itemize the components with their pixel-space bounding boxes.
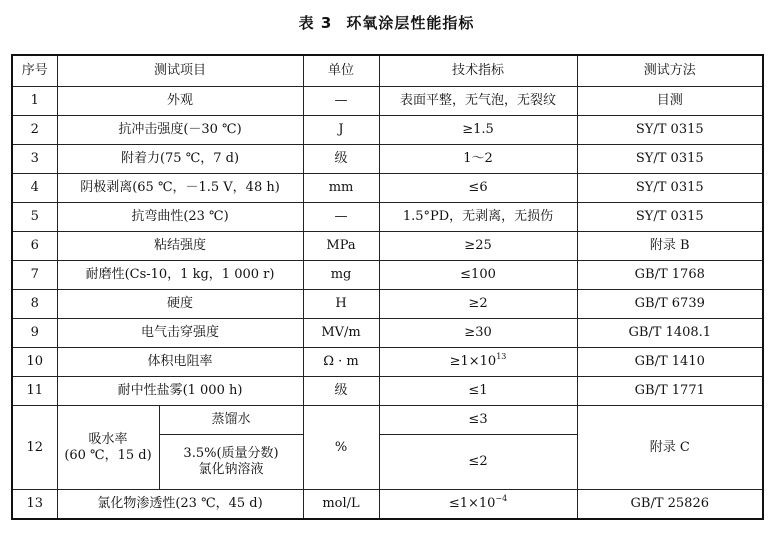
- row-method: SY/T 0315: [577, 116, 763, 145]
- header-spec: 技术指标: [379, 55, 577, 87]
- row-item: 耐磨性(Cs-10，1 kg，1 000 r): [57, 261, 303, 290]
- row-method: GB/T 6739: [577, 290, 763, 319]
- row-unit: 级: [303, 377, 379, 406]
- row-item: 抗弯曲性(23 ℃): [57, 203, 303, 232]
- row-spec: ≤100: [379, 261, 577, 290]
- table-row: [12, 203, 763, 232]
- row-spec: ≤1: [379, 377, 577, 406]
- row-no: 6: [12, 232, 57, 261]
- row-unit: —: [303, 203, 379, 232]
- row-spec: ≤6: [379, 174, 577, 203]
- row-spec: ≥30: [379, 319, 577, 348]
- sub-spec: ≤3: [379, 406, 577, 435]
- row-item: 体积电阻率: [57, 348, 303, 377]
- row-item: 粘结强度: [57, 232, 303, 261]
- row-unit: H: [303, 290, 379, 319]
- row-no: 13: [12, 490, 57, 520]
- row-method: GB/T 1408.1: [577, 319, 763, 348]
- row-unit: 级: [303, 145, 379, 174]
- spec-base: ≤1×10: [448, 496, 496, 511]
- row-method: GB/T 25826: [577, 490, 763, 520]
- row-no: 2: [12, 116, 57, 145]
- table-row: [12, 406, 763, 435]
- table-caption: 环氧涂层性能指标: [346, 14, 475, 32]
- row-unit: Ω · m: [303, 348, 379, 377]
- spec-exponent: −4: [495, 494, 508, 503]
- spec-exponent: 13: [496, 352, 507, 361]
- row-item: 电气击穿强度: [57, 319, 303, 348]
- row-method: SY/T 0315: [577, 174, 763, 203]
- row-unit: MV/m: [303, 319, 379, 348]
- row-method: GB/T 1410: [577, 348, 763, 377]
- medium-line-1: 3.5%(质量分数): [183, 446, 279, 461]
- row-spec: ≥2: [379, 290, 577, 319]
- sub-spec: ≤2: [379, 435, 577, 490]
- row-no: 3: [12, 145, 57, 174]
- table-row: [12, 116, 763, 145]
- table-row: [12, 490, 763, 520]
- row-no: 7: [12, 261, 57, 290]
- row-spec: 1.5°PD，无剥离，无损伤: [379, 203, 577, 232]
- row-no: 10: [12, 348, 57, 377]
- row-spec: 表面平整，无气泡，无裂纹: [379, 87, 577, 116]
- row-method: 目测: [577, 87, 763, 116]
- sub-medium: 蒸馏水: [159, 406, 303, 435]
- header-no: 序号: [12, 55, 57, 87]
- spec-base: ≥1×10: [449, 354, 497, 369]
- sub-medium: [159, 435, 303, 490]
- row-no: 5: [12, 203, 57, 232]
- medium-line-2: 氯化钠溶液: [198, 462, 264, 477]
- table-row: [12, 377, 763, 406]
- row-unit: mol/L: [303, 490, 379, 520]
- table-row: [12, 348, 763, 377]
- row-unit: J: [303, 116, 379, 145]
- row-spec: [379, 348, 577, 377]
- table-row: [12, 290, 763, 319]
- table-row: [12, 145, 763, 174]
- row-method: GB/T 1768: [577, 261, 763, 290]
- row-item: 附着力(75 ℃，7 d): [57, 145, 303, 174]
- row-unit: mm: [303, 174, 379, 203]
- row-spec: [379, 490, 577, 520]
- row-no: 8: [12, 290, 57, 319]
- row-item: 外观: [57, 87, 303, 116]
- row-no: 12: [12, 406, 57, 490]
- table-row: [12, 174, 763, 203]
- row-method: 附录 C: [577, 406, 763, 490]
- table-title: [0, 12, 773, 33]
- row-item: 抗冲击强度(－30 ℃): [57, 116, 303, 145]
- header-method: 测试方法: [577, 55, 763, 87]
- header-unit: 单位: [303, 55, 379, 87]
- row-item: 耐中性盐雾(1 000 h): [57, 377, 303, 406]
- header-row: [12, 55, 763, 87]
- row-unit: mg: [303, 261, 379, 290]
- row-unit: —: [303, 87, 379, 116]
- row-no: 9: [12, 319, 57, 348]
- row-item: 硬度: [57, 290, 303, 319]
- row-spec: 1～2: [379, 145, 577, 174]
- row-no: 1: [12, 87, 57, 116]
- table-row: [12, 319, 763, 348]
- row-unit: %: [303, 406, 379, 490]
- item-condition: (60 ℃，15 d): [64, 447, 152, 463]
- coating-performance-table: [11, 54, 764, 520]
- table-row: [12, 87, 763, 116]
- row-method: GB/T 1771: [577, 377, 763, 406]
- row-item: 阴极剥离(65 ℃，－1.5 V，48 h): [57, 174, 303, 203]
- item-main: 吸水率: [88, 431, 128, 447]
- row-spec: ≥25: [379, 232, 577, 261]
- row-method: SY/T 0315: [577, 203, 763, 232]
- row-method: 附录 B: [577, 232, 763, 261]
- table-row: [12, 232, 763, 261]
- row-no: 11: [12, 377, 57, 406]
- table-number: 表 3: [298, 14, 333, 32]
- row-item: [57, 406, 159, 490]
- row-spec: ≥1.5: [379, 116, 577, 145]
- header-item: 测试项目: [57, 55, 303, 87]
- row-unit: MPa: [303, 232, 379, 261]
- row-method: SY/T 0315: [577, 145, 763, 174]
- row-no: 4: [12, 174, 57, 203]
- table-row: [12, 261, 763, 290]
- row-item: 氯化物渗透性(23 ℃，45 d): [57, 490, 303, 520]
